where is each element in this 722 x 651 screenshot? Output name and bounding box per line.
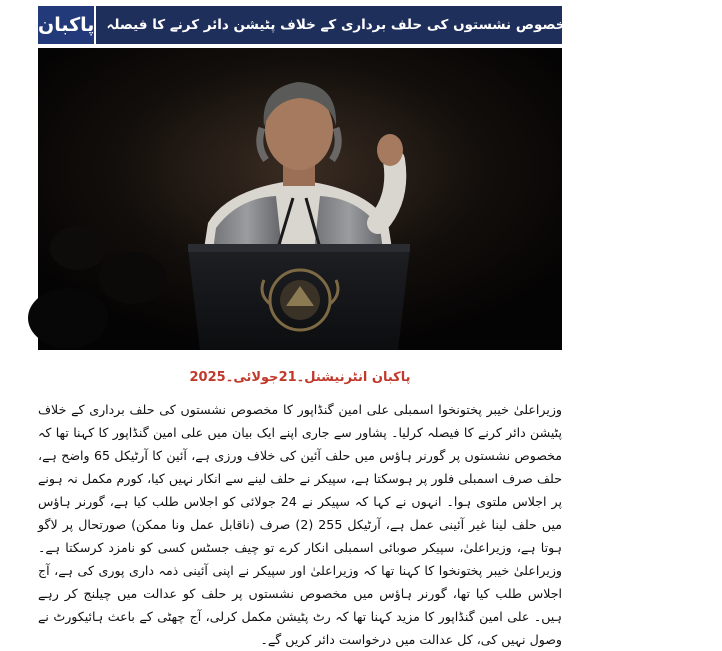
news-photo	[38, 48, 562, 350]
article-body: وزیراعلیٰ خیبر پختونخوا اسمبلی علی امین گنڈاپور کا مخصوص نشستوں کی حلف برداری کے خلاف پٹیشن دائر کرنے کا فیصلہ کرلیا۔ پشاور سے جاری اپنے ایک بیان میں علی امین گنڈاپور کا کہنا تھا کہ مخصوص نشستوں پر گورنر ہاؤس میں حلف آئین کی خلاف ورزی ہے، آئین کا آرٹیکل 65 واضح ہے، حلف صرف اسمبلی فلور پر ہوسکتا ہے، سپیکر نے حلف لینے سے انکار نہیں کیا، کورم مکمل نہ ہونے پر اجلاس ملتوی ہوا۔ انہوں نے کہا کہ سپیکر نے 24 جولائی کو اجلاس طلب کیا ہے، گورنر ہاؤس میں حلف لینا غیر آئینی عمل ہے، آرٹیکل 255 (2) صرف (ناقابل عمل ونا ممکن) صورتحال پر لاگو ہوتا ہے، وزیراعلیٰ، سپیکر صوبائی اسمبلی انکار کرے تو چیف جسٹس کسی کو نامزد کرسکتا ہے۔ وزیراعلیٰ خیبر پختونخوا کا کہنا تھا کہ وزیراعلیٰ اور سپیکر نے اپنی آئینی ذمہ داری پوری کی ہے، آج اجلاس طلب کیا تھا، گورنر ہاؤس میں مخصوص نشستوں پر حلف کو عدالت میں چیلنج کر رہے ہیں۔ علی امین گنڈاپور کا مزید کہنا تھا کہ رٹ پٹیشن مکمل کرلی، آج چھٹی کے باعث ہائیکورٹ نے وصول نہیں کی، کل عدالت میں درخواست دائر کریں گے۔	[38, 402, 563, 647]
byline-date: پاکبان انٹرنیشنل۔21جولائی۔2025	[189, 370, 411, 385]
brand-logo: پاکبان	[38, 6, 96, 44]
headline: علی امین گنڈاپور کا مخصوص نشستوں کی حلف برداری کے خلاف پٹیشن دائر کرنے کا فیصلہ	[106, 17, 712, 33]
news-card	[38, 6, 712, 647]
speaker-at-podium-illustration	[38, 48, 562, 350]
header-banner	[38, 6, 712, 44]
